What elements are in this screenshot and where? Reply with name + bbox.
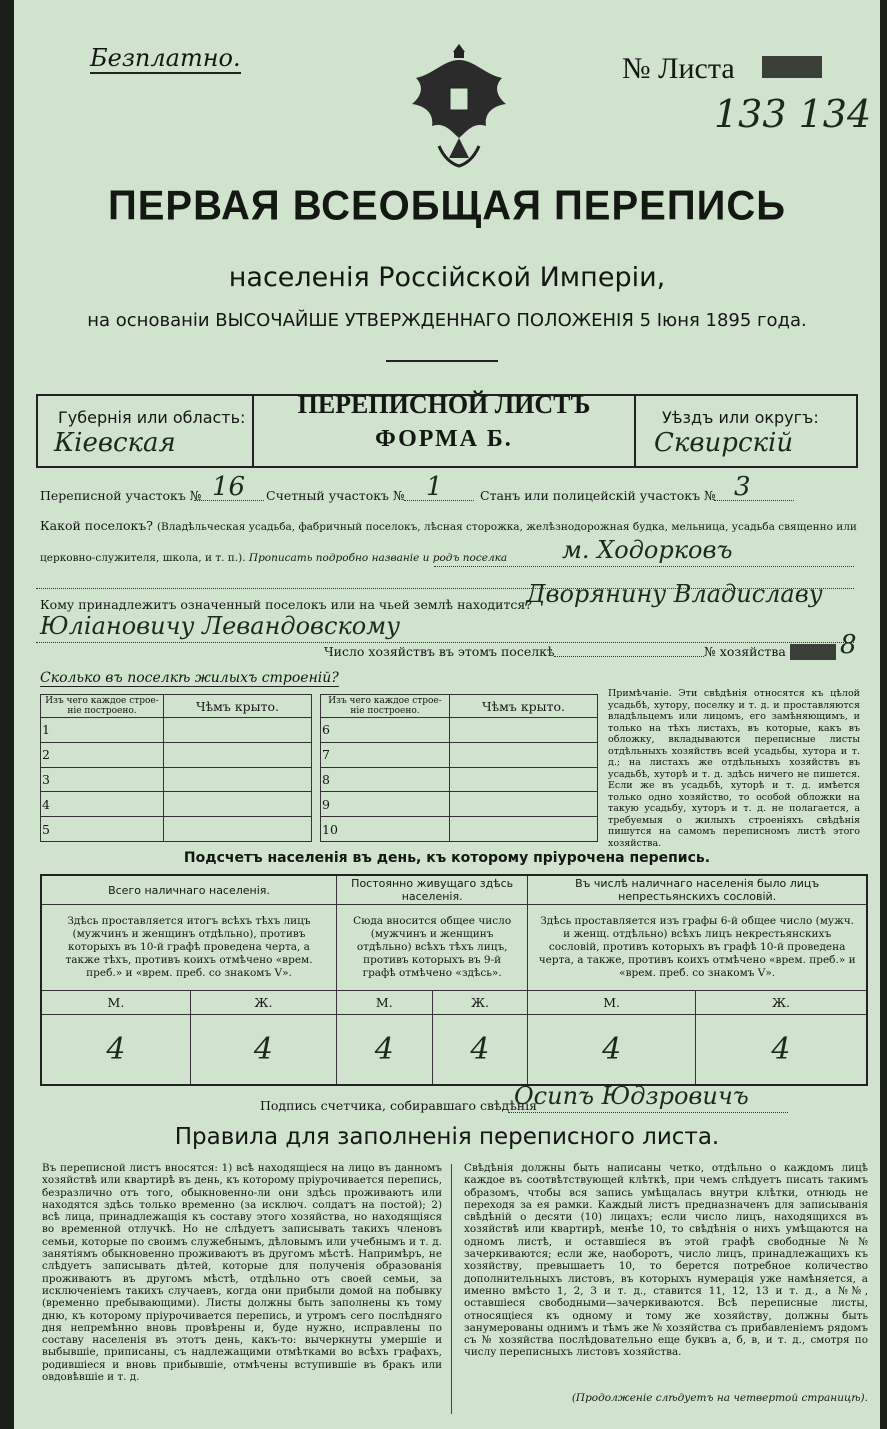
settlement-hint-2: церковно-служителя, школа, и т. п.). <box>40 552 246 564</box>
col1-title: Всего наличнаго населенія. <box>41 875 337 905</box>
count-value: 4 <box>337 1015 433 1086</box>
col-what-header: Изъ чего каждое строе-ніе построено. <box>41 695 164 718</box>
owner-value-2: Юліановичу Левандовскому <box>40 612 401 640</box>
col-roof-header: Чѣмъ крыто. <box>164 695 312 718</box>
col-what-header: Изъ чего каждое строе-ніе построено. <box>321 695 450 718</box>
col-roof-header: Чѣмъ крыто. <box>450 695 598 718</box>
household-no-label: № хозяйства <box>704 644 786 659</box>
settlement-hint-line <box>40 552 507 564</box>
count-value: 4 <box>190 1015 336 1086</box>
count-heading: Подсчетъ населенія въ день, къ которому пріурочена перепись. <box>183 850 711 866</box>
building-row-num: 3 <box>41 767 164 792</box>
count-value: 4 <box>41 1015 190 1086</box>
building-row-num: 4 <box>41 792 164 817</box>
signature-value: Осипъ Юдзровичъ <box>514 1082 749 1110</box>
households-label: Число хозяйствъ въ этомъ поселкѣ <box>324 644 555 659</box>
buildings-table-left <box>40 694 312 842</box>
schetnyi-label: Счетный участокъ № <box>266 488 405 503</box>
count-value: 4 <box>528 1015 696 1086</box>
col3-title: Въ числѣ наличнаго населенія было лицъ непрестьянскихъ сословій. <box>528 875 867 905</box>
perepisnoi-label: Переписной участокъ № <box>40 488 202 503</box>
gubernia-label: Губернія или область: <box>58 408 246 427</box>
m-label: М. <box>41 991 190 1015</box>
sheet-number-value: 133 134 <box>714 92 872 136</box>
divider <box>386 360 498 362</box>
building-row-num: 9 <box>321 792 450 817</box>
continued-note: (Продолженіе слѣдуетъ на четвертой страницѣ). <box>571 1392 868 1404</box>
form-name: ФОРМА Б. <box>375 426 513 452</box>
building-row-num: 2 <box>41 742 164 767</box>
gubernia-value: Кіевская <box>54 428 176 458</box>
col2-title: Постоянно живущаго здѣсь населенія. <box>337 875 528 905</box>
building-row-num: 7 <box>321 742 450 767</box>
stan-value: 3 <box>734 472 751 502</box>
count-value: 4 <box>432 1015 528 1086</box>
census-subtitle: населенія Россійской Имперіи, <box>228 262 666 293</box>
legal-basis: на основаніи ВЫСОЧАЙШЕ УТВЕРЖДЕННАГО ПОЛОЖЕНІЯ 5 Іюня 1895 года. <box>87 310 807 331</box>
buildings-table-right <box>320 694 598 842</box>
schetnyi-value: 1 <box>426 472 443 502</box>
rules-right-column: Свѣдѣнія должны быть написаны четко, отдѣльно о каждомъ лицѣ каждое въ соотвѣтствующей клѣткѣ, при чемъ слѣдуетъ писать такимъ образомъ, чтобы вся запись умѣщалась внутри клѣтки, отнюдь не переходя за ея рамки. Каждый листъ предназначенъ для записыванія свѣдѣній о десяти (10) лицахъ; если число лицъ, находящихся въ хозяйствѣ или квартирѣ, менѣе 10, то свѣдѣнія о нихъ умѣщаются на одномъ листѣ, и оставшіеся въ этой графѣ свободные №№ зачеркиваются; если же, наоборотъ, число лицъ, принадлежащихъ къ хозяйству, превышаетъ 10, то берется потребное количество дополнительныхъ листовъ, въ которыхъ нумерація уже намѣняется, а именно вмѣсто 1, 2, 3 и т. д., ставится 11, 12, 13 и т. д., а №№, оставшіеся свободными—зачеркиваются. Всѣ переписные листы, относящіеся къ одному и тому же хозяйству, должны быть занумерованы однимъ и тѣмъ же № хозяйства съ прибавленіемъ рядомъ съ № хозяйства послѣдовательно еще буквъ а, б, в, и т. д., смотря по числу переписныхъ листовъ хозяйства. <box>464 1162 868 1359</box>
m-label: М. <box>337 991 433 1015</box>
sheet-title: ПЕРЕПИСНОЙ ЛИСТЪ <box>297 390 591 419</box>
building-row-num: 1 <box>41 718 164 743</box>
population-count-table <box>40 874 868 1086</box>
building-row-num: 10 <box>321 817 450 842</box>
building-row-num: 8 <box>321 767 450 792</box>
sheet-number-label: № Листа <box>622 52 735 85</box>
zh-label: Ж. <box>695 991 867 1015</box>
col3-desc: Здѣсь проставляется изъ графы 6-й общее число (мужч. и женщ. отдѣльно) всѣхъ лицъ некрестьянскихъ сословій, противъ которыхъ въ графѣ 10-й проведена черта, а также, противъ коихъ отмѣчено «врем. преб.» и «врем. преб. со знакомъ V». <box>528 905 867 991</box>
settlement-value: м. Ходорковъ <box>562 536 733 564</box>
building-row-num: 5 <box>41 817 164 842</box>
perepisnoi-value: 16 <box>212 472 246 502</box>
census-sheet <box>14 0 880 1429</box>
double-headed-eagle-emblem <box>404 34 514 174</box>
uezd-label: Уѣздъ или округъ: <box>662 408 819 427</box>
settlement-hint-italic: Прописать подробно названіе и родъ поселка <box>248 552 508 564</box>
zh-label: Ж. <box>190 991 336 1015</box>
col2-desc: Сюда вносится общее число (мужчинъ и женщинъ отдѣльно) всѣхъ тѣхъ лицъ, противъ которыхъ въ 9-й графѣ отмѣчено «здѣсь». <box>337 905 528 991</box>
buildings-question: Сколько въ поселкѣ жилыхъ строеній? <box>40 670 339 686</box>
stan-label: Станъ или полицейскій участокъ № <box>480 488 716 503</box>
settlement-hint: (Владѣльческая усадьба, фабричный поселокъ, лѣсная сторожка, желѣзнодорожная будка, мельница, усадьба священно или <box>156 521 857 533</box>
uezd-value: Сквирскій <box>654 428 794 458</box>
rules-heading: Правила для заполненія переписного листа. <box>174 1124 720 1150</box>
settlement-question: Какой поселокъ? <box>40 518 153 533</box>
count-value: 4 <box>695 1015 867 1086</box>
m-label: М. <box>528 991 696 1015</box>
owner-question: Кому принадлежитъ означенный поселокъ или на чьей землѣ находится? <box>40 597 532 612</box>
signature-label: Подпись счетчика, собиравшаго свѣдѣнія <box>260 1098 537 1113</box>
settlement-row <box>40 518 857 533</box>
col1-desc: Здѣсь проставляется итогъ всѣхъ тѣхъ лицъ (мужчинъ и женщинъ отдѣльно), противъ которыхъ въ 10-й графѣ проведена черта, а также тѣхъ, противъ коихъ отмѣчено «врем. преб.» и «врем. преб. со знакомъ V». <box>41 905 337 991</box>
rules-left-column: Въ переписной листъ вносятся: 1) всѣ находящіеся на лицо въ данномъ хозяйствѣ или квартирѣ въ день, къ которому пріурочивается перепись, безразлично отъ того, обыкновенно-ли они здѣсь проживаютъ или находятся здѣсь только временно (за исключ. солдатъ на постой); 2) всѣ лица, принадлежащія къ составу этого хозяйства, но находящіяся во временной отлучкѣ. Но не слѣдуетъ записывать такихъ членовъ семьи, которые по своимъ служебнымъ, дѣловымъ или учебнымъ и т. д. занятіямъ обыкновенно проживаютъ въ другомъ мѣстѣ. Напримѣръ, не слѣдуетъ записывать дѣтей, которые для полученія образованія проживаютъ въ другомъ мѣстѣ, отдѣльно отъ своей семьи, за исключеніемъ такихъ случаевъ, когда они прибыли домой на побывку (временно пребывающими). Листы должны быть заполнены къ тому дню, къ которому пріурочивается перепись, и утромъ сего послѣдняго дня непремѣнно вновь провѣрены и, буде нужно, исправлены по составу населенія въ этотъ день, какъ-то: вычеркнуты умершіе и выбывшіе, приписаны, съ надлежащими отмѣтками во всѣхъ графахъ, родившіеся и вновь прибывшіе, отмѣчены вступившіе въ бракъ или овдовѣвшіе и т. д. <box>42 1162 442 1384</box>
household-no-value: 8 <box>840 630 857 660</box>
building-row-num: 6 <box>321 718 450 743</box>
buildings-note: Примѣчаніе. Эти свѣдѣнія относятся къ цѣлой усадьбѣ, хутору, поселку и т. д. и проставляются владѣльцемъ или лицомъ, его замѣняющимъ, и только на тѣхъ листахъ, въ которые, какъ въ обложку, вкладываются переписные листы отдѣльныхъ хозяйствъ всей усадьбы, хутора и т. д.; на листахъ же отдѣльныхъ хозяйствъ въ усадьбѣ, хуторѣ и т. д. здѣсь ничего не пишется. Если же въ усадьбѣ, хуторѣ и т. д. имѣется только одно хозяйство, то особой обложки на такую усадьбу, хуторъ и т. д. не полагается, а требуемыя о жилыхъ строеніяхъ свѣдѣнія пишутся на самомъ переписномъ листѣ этого хозяйства. <box>608 688 860 849</box>
stamp-mark <box>762 56 822 78</box>
census-title: ПЕРВАЯ ВСЕОБЩАЯ ПЕРЕПИСЬ <box>108 182 786 230</box>
free-label: Безплатно. <box>90 44 241 72</box>
owner-value-1: Дворянину Владиславу <box>526 580 823 608</box>
zh-label: Ж. <box>432 991 528 1015</box>
